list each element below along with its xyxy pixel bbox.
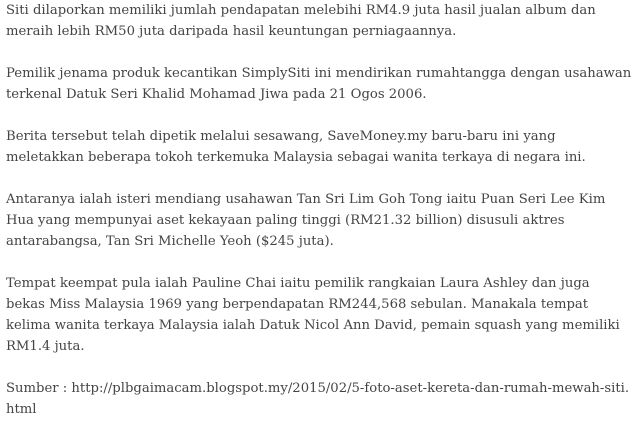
source-link[interactable]: http://plbgaimacam.blogspot.my/2015/02/5-foto-aset-kereta-dan-rumah-mewah-siti.html [6,381,630,417]
article-paragraph: Siti dilaporkan memiliki jumlah pendapatan melebihi RM4.9 juta hasil jualan album dan meraih lebih RM50 juta daripada hasil keuntungan perniagaannya. [6,3,596,39]
article-paragraph: Berita tersebut telah dipetik melalui sesawang, SaveMoney.my baru-baru ini yang meletakkan beberapa tokoh terkemuka Malaysia sebagai wanita terkaya di negara ini. [6,129,586,165]
article-paragraph: Tempat keempat pula ialah Pauline Chai iaitu pemilik rangkaian Laura Ashley dan juga bekas Miss Malaysia 1969 yang berpendapatan RM244,568 sebulan. Manakala tempat kelima wanita terkaya Malaysia ialah Datuk Nicol Ann David, pemain squash yang memiliki RM1.4 juta. [6,276,620,354]
source-label: Sumber : [6,381,72,396]
source-line [6,378,632,420]
article-paragraph: Antaranya ialah isteri mendiang usahawan Tan Sri Lim Goh Tong iaitu Puan Seri Lee Kim Hua yang mempunyai aset kekayaan paling tinggi (RM21.32 billion) disusuli aktres antarabangsa, Tan Sri Michelle Yeoh ($245 juta). [6,192,606,249]
article-paragraph: Pemilik jenama produk kecantikan SimplySiti ini mendirikan rumahtangga dengan usahawan terkenal Datuk Seri Khalid Mohamad Jiwa pada 21 Ogos 2006. [6,66,632,102]
